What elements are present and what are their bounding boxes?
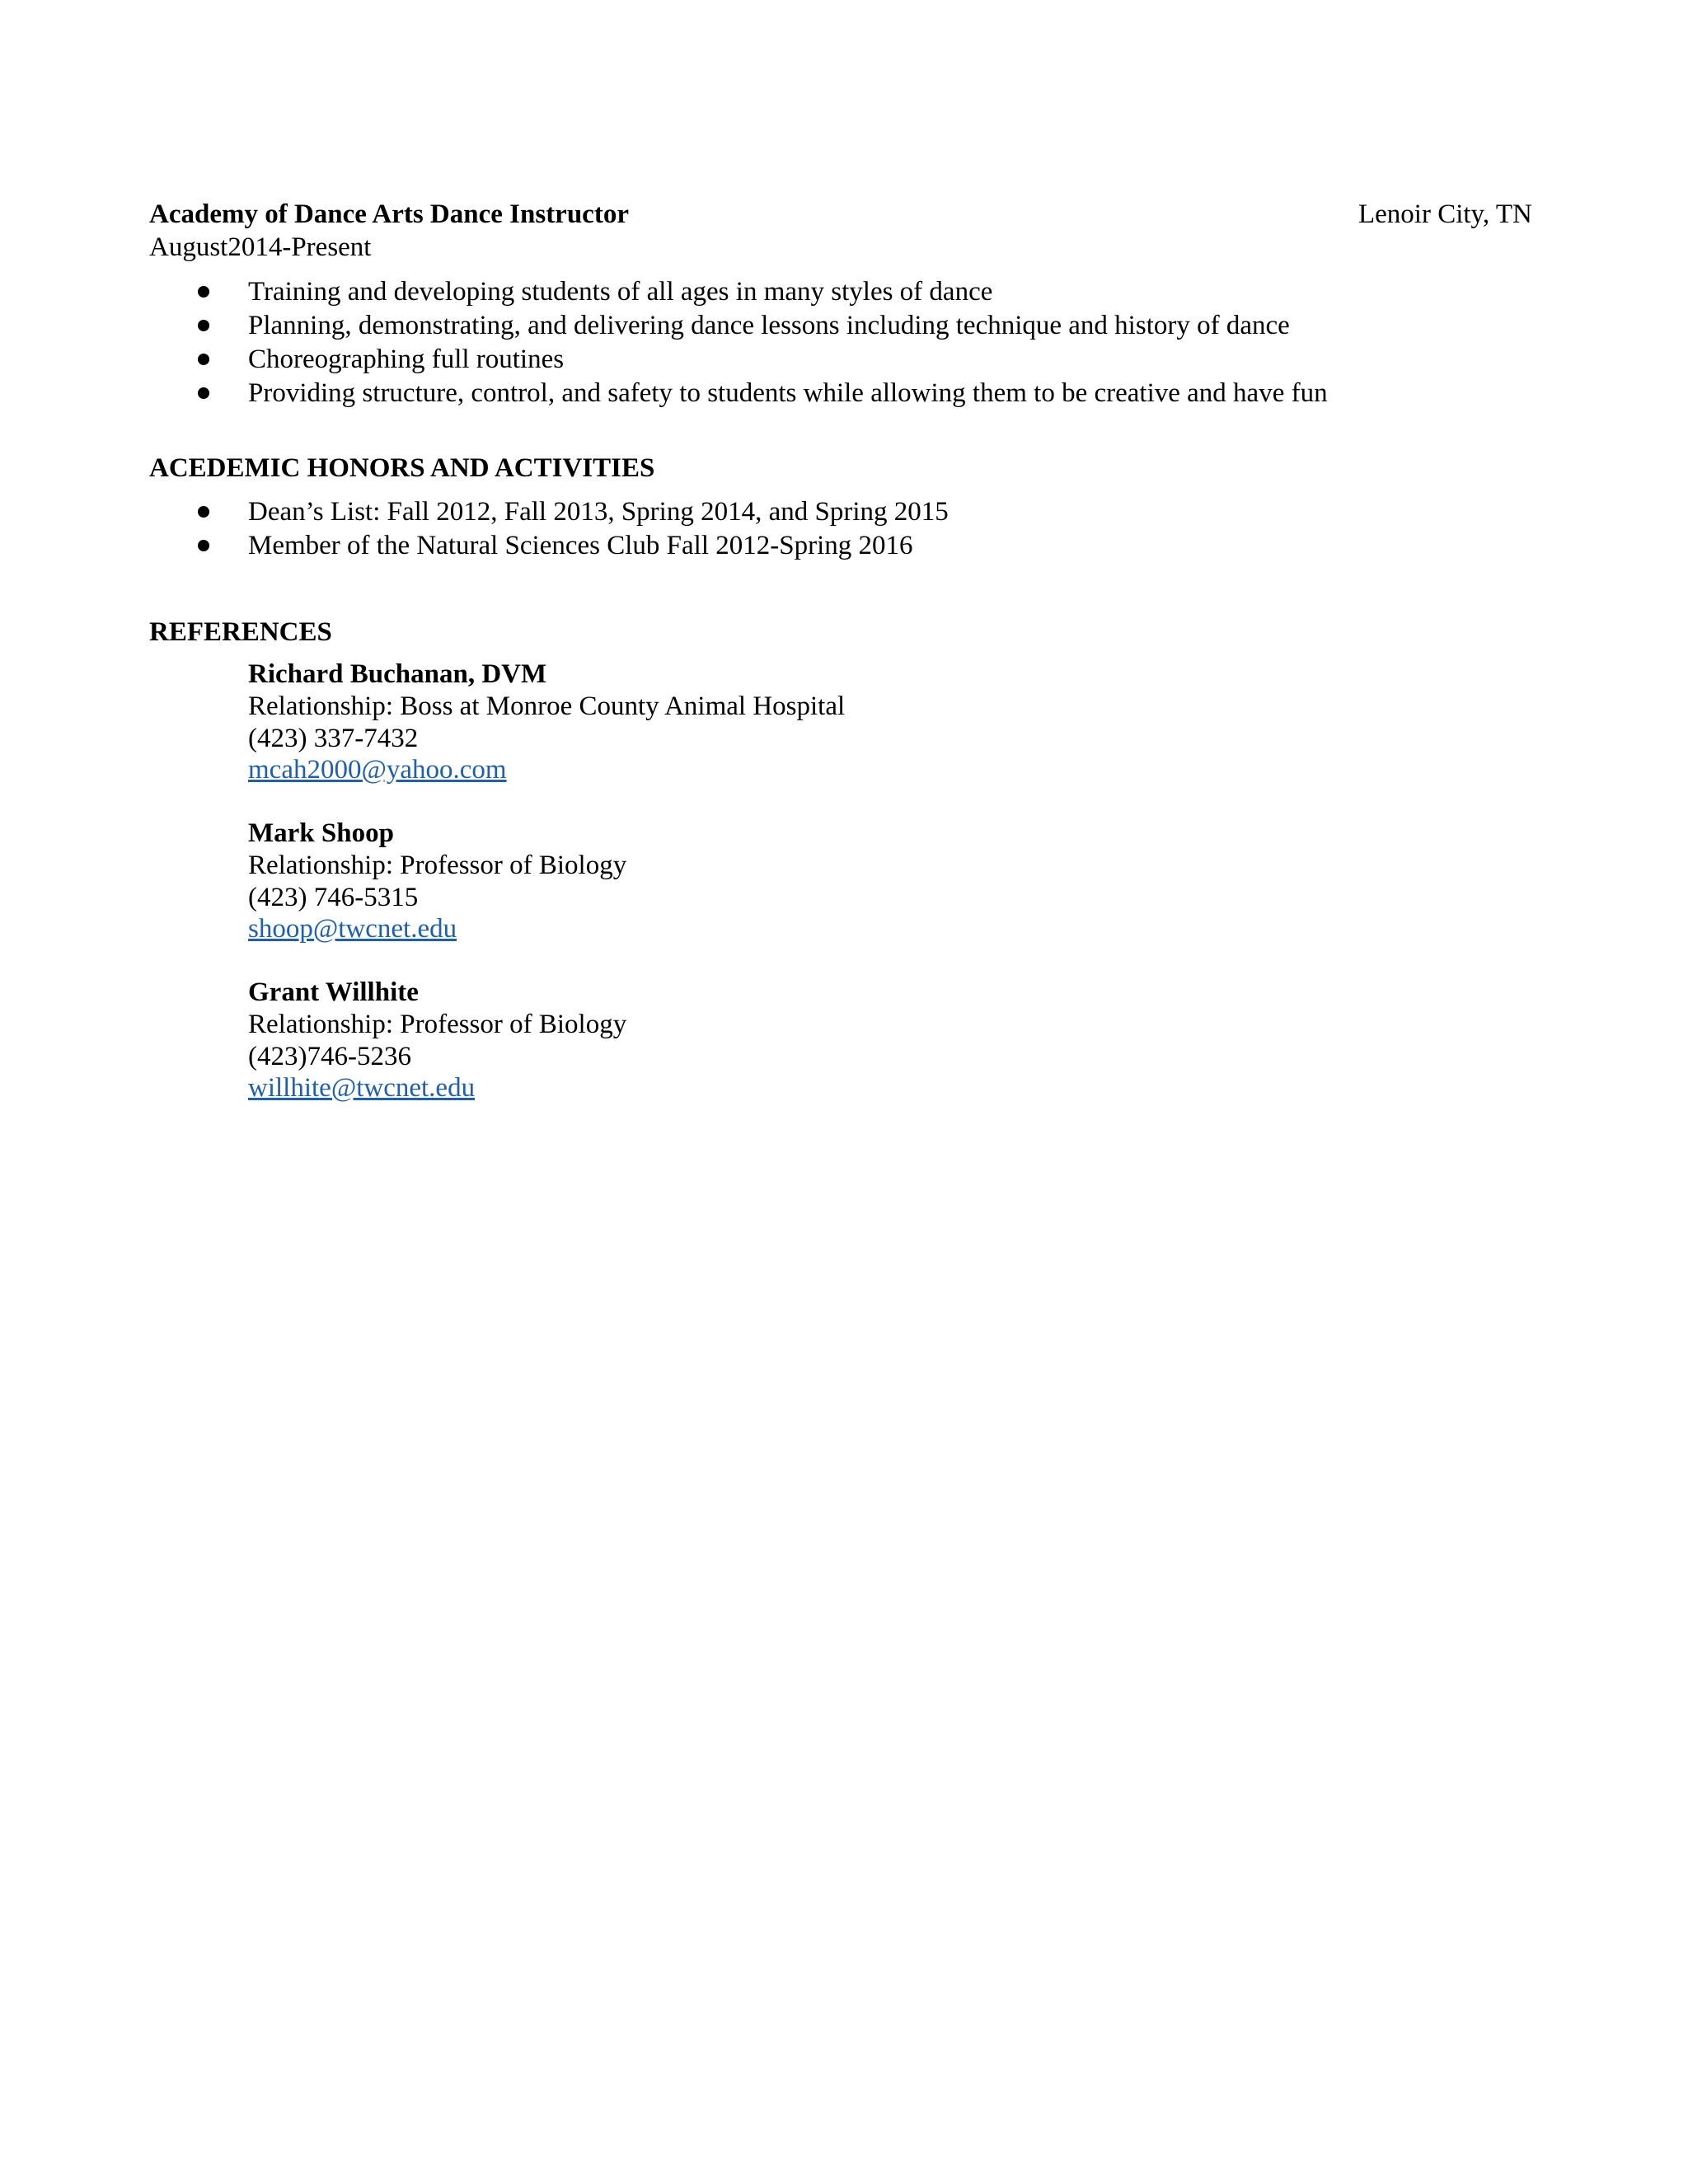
bullet-icon (198, 320, 209, 331)
reference-name: Richard Buchanan, DVM (248, 659, 547, 689)
bullet-icon (198, 540, 209, 551)
bullet-icon (198, 506, 209, 518)
reference-name: Grant Willhite (248, 977, 419, 1007)
reference-relationship: Relationship: Boss at Monroe County Animal Hospital (248, 691, 846, 721)
job-bullet-4: Providing structure, control, and safety to students while allowing them to be creative and have fun (248, 378, 1328, 408)
reference-email[interactable] (248, 912, 457, 945)
job-title: Academy of Dance Arts Dance Instructor (149, 199, 629, 229)
honors-item-1: Dean’s List: Fall 2012, Fall 2013, Spring 2014, and Spring 2015 (248, 497, 949, 527)
reference-email-link[interactable]: shoop@twcnet.edu (248, 914, 457, 944)
job-location: Lenoir City, TN (1358, 199, 1532, 229)
reference-relationship: Relationship: Professor of Biology (248, 851, 627, 880)
reference-phone: (423) 337-7432 (248, 724, 419, 753)
bullet-icon (198, 354, 209, 365)
reference-name: Mark Shoop (248, 818, 394, 848)
bullet-icon (198, 286, 209, 298)
job-bullet-3: Choreographing full routines (248, 344, 565, 374)
reference-email-link[interactable]: mcah2000@yahoo.com (248, 755, 507, 785)
reference-email[interactable] (248, 753, 507, 786)
reference-relationship: Relationship: Professor of Biology (248, 1010, 627, 1039)
reference-email-link[interactable]: willhite@twcnet.edu (248, 1073, 476, 1103)
job-bullet-1: Training and developing students of all ages in many styles of dance (248, 277, 993, 307)
bullet-icon (198, 387, 209, 399)
reference-phone: (423)746-5236 (248, 1042, 411, 1071)
reference-email[interactable] (248, 1071, 475, 1104)
job-bullet-2: Planning, demonstrating, and delivering dance lessons including technique and history of dance (248, 311, 1290, 340)
references-heading: REFERENCES (149, 617, 332, 647)
honors-item-2: Member of the Natural Sciences Club Fall 2012-Spring 2016 (248, 531, 913, 560)
reference-phone: (423) 746-5315 (248, 883, 419, 912)
job-dates: August2014-Present (149, 232, 372, 262)
honors-heading: ACEDEMIC HONORS AND ACTIVITIES (149, 453, 655, 483)
